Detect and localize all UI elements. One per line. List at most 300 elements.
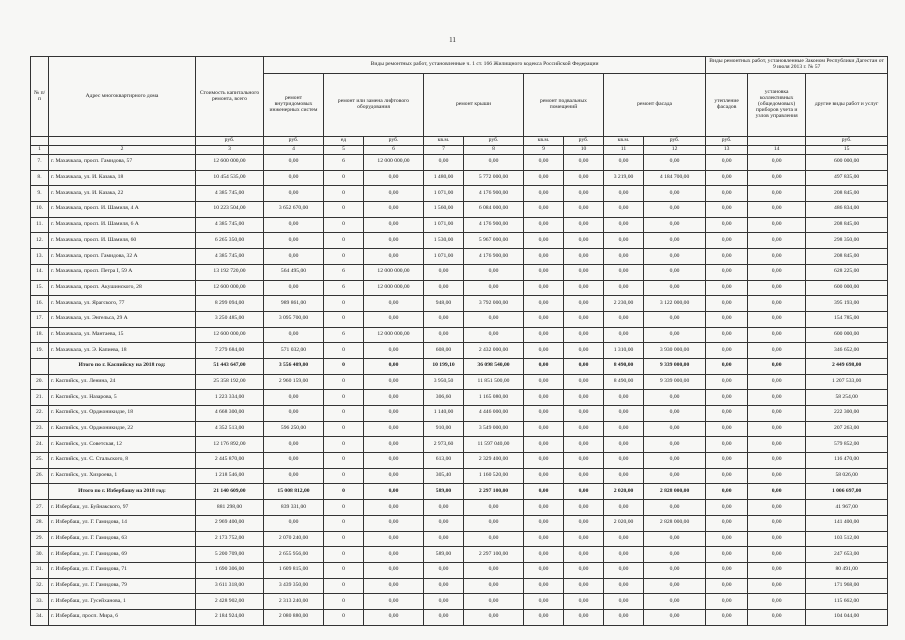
other-works-cost-cell: 141 400,00 xyxy=(806,515,888,531)
basement-cost-cell: 0,00 xyxy=(564,609,604,625)
roof-area-cell: 0,00 xyxy=(424,280,464,296)
meters-cost-cell: 0,00 xyxy=(748,249,806,265)
meters-cost-cell: 0,00 xyxy=(748,186,806,202)
roof-area-cell: 0,00 xyxy=(424,327,464,343)
basement-cost-cell: 0,00 xyxy=(564,578,604,594)
internal-systems-cost-cell: 0,00 xyxy=(264,217,324,233)
address-cell: г. Махачкала, просп. Гамидова, 57 xyxy=(49,155,196,171)
facade-area-cell: 0,00 xyxy=(604,327,644,343)
basement-area-cell: 0,00 xyxy=(524,327,564,343)
facade-cost-cell: 3 930 000,00 xyxy=(644,343,706,359)
row-number-cell: 9. xyxy=(31,186,49,202)
insulation-cost-cell: 0,00 xyxy=(706,296,748,312)
basement-area-cell: 0,00 xyxy=(524,264,564,280)
unit-cell: кв.м. xyxy=(604,137,644,146)
address-cell: г. Избербаш, просп. Мира, 6 xyxy=(49,609,196,625)
facade-area-cell: 0,00 xyxy=(604,500,644,516)
facade-area-cell: 0,00 xyxy=(604,453,644,469)
facade-area-cell: 0,00 xyxy=(604,531,644,547)
elevator-units-cell: 0 xyxy=(324,374,364,390)
roof-area-cell: 0,00 xyxy=(424,155,464,171)
internal-systems-cost-cell: 0,00 xyxy=(264,390,324,406)
internal-systems-cost-cell: 0,00 xyxy=(264,233,324,249)
facade-area-cell: 2 020,00 xyxy=(604,484,644,500)
other-works-cost-cell: 346 652,00 xyxy=(806,343,888,359)
facade-cost-cell: 0,00 xyxy=(644,327,706,343)
row-number-cell: 25. xyxy=(31,453,49,469)
total-cost-cell: 12 176 892,00 xyxy=(196,437,264,453)
other-works-cost-cell: 600 000,00 xyxy=(806,280,888,296)
elevator-cost-cell: 0,00 xyxy=(364,343,424,359)
address-cell: г. Махачкала, ул. И. Казака, 18 xyxy=(49,170,196,186)
internal-systems-cost-cell: 0,00 xyxy=(264,249,324,265)
elevator-units-cell: 0 xyxy=(324,343,364,359)
republic-works-group-header: Виды ремонтных работ, установленные Законом Республики Дагестан от 9 июля 2013 г. № 57 xyxy=(706,57,888,74)
elevator-units-cell: 6 xyxy=(324,264,364,280)
facade-area-cell: 0,00 xyxy=(604,609,644,625)
roof-cost-cell: 0,00 xyxy=(464,594,524,610)
basement-cost-cell: 0,00 xyxy=(564,155,604,171)
basement-area-cell: 0,00 xyxy=(524,217,564,233)
basement-cost-cell: 0,00 xyxy=(564,280,604,296)
unit-cell: руб. xyxy=(264,137,324,146)
repair-register-table xyxy=(30,56,888,626)
basement-area-cell: 0,00 xyxy=(524,390,564,406)
roof-cost-cell: 0,00 xyxy=(464,531,524,547)
elevator-units-cell: 0 xyxy=(324,453,364,469)
insulation-cost-cell: 0,00 xyxy=(706,217,748,233)
facade-cost-cell: 0,00 xyxy=(644,311,706,327)
facade-area-cell: 3 219,00 xyxy=(604,170,644,186)
unit-cell: кв.м. xyxy=(424,137,464,146)
address-cell: г. Махачкала, просп. И. Шамиля, 4 А xyxy=(49,202,196,218)
roof-cost-cell: 0,00 xyxy=(464,327,524,343)
roof-area-cell: 948,00 xyxy=(424,296,464,312)
meters-cost-cell: 0,00 xyxy=(748,217,806,233)
total-cost-cell: 2 428 902,00 xyxy=(196,594,264,610)
row-number-cell: 7. xyxy=(31,155,49,171)
table-row xyxy=(31,186,888,202)
elevator-units-cell: 0 xyxy=(324,562,364,578)
row-number-cell: 33. xyxy=(31,594,49,610)
elevator-units-cell: 0 xyxy=(324,484,364,500)
roof-area-cell: 306,60 xyxy=(424,390,464,406)
roof-area-cell: 0,00 xyxy=(424,609,464,625)
row-number-cell: 24. xyxy=(31,437,49,453)
row-number-cell: 26. xyxy=(31,468,49,484)
total-cost-cell: 10 454 535,00 xyxy=(196,170,264,186)
total-cost-cell: 4 385 745,00 xyxy=(196,217,264,233)
facade-area-cell: 8 490,00 xyxy=(604,358,644,374)
row-number-cell: 17. xyxy=(31,311,49,327)
elevator-units-cell: 0 xyxy=(324,358,364,374)
table-row xyxy=(31,437,888,453)
elevator-units-cell: 0 xyxy=(324,202,364,218)
other-works-cost-cell: 103 512,00 xyxy=(806,531,888,547)
column-number-cell: 8 xyxy=(464,146,524,155)
table-row xyxy=(31,500,888,516)
meters-cost-cell: 0,00 xyxy=(748,155,806,171)
address-cell: г. Избербаш, ул. Г. Гамидова, 69 xyxy=(49,547,196,563)
roof-area-cell: 1 530,00 xyxy=(424,233,464,249)
total-cost-cell: 2 173 752,00 xyxy=(196,531,264,547)
internal-systems-cost-cell: 839 331,00 xyxy=(264,500,324,516)
roof-area-cell: 589,00 xyxy=(424,547,464,563)
elevator-units-cell: 0 xyxy=(324,406,364,422)
basement-cost-cell: 0,00 xyxy=(564,358,604,374)
insulation-cost-cell: 0,00 xyxy=(706,421,748,437)
facade-area-cell: 0,00 xyxy=(604,547,644,563)
address-cell: г. Избербаш, ул. Гусейханова, 1 xyxy=(49,594,196,610)
basement-cost-cell: 0,00 xyxy=(564,264,604,280)
address-cell: г. Каспийск, ул. Назарова, 5 xyxy=(49,390,196,406)
facade-area-cell: 0,00 xyxy=(604,421,644,437)
roof-area-cell: 305,40 xyxy=(424,468,464,484)
basement-area-cell: 0,00 xyxy=(524,500,564,516)
other-works-cost-cell: 58 254,00 xyxy=(806,390,888,406)
facade-cost-cell: 0,00 xyxy=(644,531,706,547)
insulation-cost-cell: 0,00 xyxy=(706,609,748,625)
insulation-cost-cell: 0,00 xyxy=(706,170,748,186)
basement-area-cell: 0,00 xyxy=(524,468,564,484)
facade-cost-cell: 0,00 xyxy=(644,609,706,625)
facade-cost-cell: 0,00 xyxy=(644,202,706,218)
facade-area-cell: 0,00 xyxy=(604,594,644,610)
column-number-cell: 13 xyxy=(706,146,748,155)
roof-cost-cell: 4 446 000,00 xyxy=(464,406,524,422)
insulation-cost-cell: 0,00 xyxy=(706,531,748,547)
basement-cost-cell: 0,00 xyxy=(564,421,604,437)
roof-area-cell: 613,00 xyxy=(424,453,464,469)
federal-works-group-header: Виды ремонтных работ, установленные ч. 1 ст. 166 Жилищного кодекса Российской Федерации xyxy=(264,57,706,74)
insulation-cost-cell: 0,00 xyxy=(706,484,748,500)
elevator-cost-cell: 0,00 xyxy=(364,421,424,437)
total-cost-cell: 5 200 709,00 xyxy=(196,547,264,563)
basement-area-cell: 0,00 xyxy=(524,594,564,610)
col-roof-header: ремонт крыши xyxy=(424,74,524,137)
roof-area-cell: 608,00 xyxy=(424,343,464,359)
column-number-cell: 2 xyxy=(49,146,196,155)
basement-cost-cell: 0,00 xyxy=(564,437,604,453)
elevator-units-cell: 0 xyxy=(324,421,364,437)
elevator-units-cell: 0 xyxy=(324,170,364,186)
roof-cost-cell: 0,00 xyxy=(464,578,524,594)
meters-cost-cell: 0,00 xyxy=(748,484,806,500)
other-works-cost-cell: 80 491,00 xyxy=(806,562,888,578)
internal-systems-cost-cell: 0,00 xyxy=(264,170,324,186)
meters-cost-cell: 0,00 xyxy=(748,421,806,437)
elevator-cost-cell: 0,00 xyxy=(364,217,424,233)
roof-area-cell: 910,00 xyxy=(424,421,464,437)
table-row xyxy=(31,233,888,249)
roof-cost-cell: 4 176 900,00 xyxy=(464,249,524,265)
col-meters-header: установка коллективных (общедомовых) приборов учета и узлов управления xyxy=(748,74,806,137)
table-row xyxy=(31,578,888,594)
elevator-units-cell: 6 xyxy=(324,327,364,343)
column-number-cell: 7 xyxy=(424,146,464,155)
row-number-cell: 13. xyxy=(31,249,49,265)
meters-cost-cell: 0,00 xyxy=(748,280,806,296)
other-works-cost-cell: 222 300,00 xyxy=(806,406,888,422)
table-row xyxy=(31,343,888,359)
roof-cost-cell: 3 792 000,00 xyxy=(464,296,524,312)
table-row xyxy=(31,609,888,625)
roof-area-cell: 0,00 xyxy=(424,500,464,516)
roof-area-cell: 0,00 xyxy=(424,578,464,594)
elevator-cost-cell: 0,00 xyxy=(364,578,424,594)
internal-systems-cost-cell: 2 313 240,00 xyxy=(264,594,324,610)
elevator-cost-cell: 0,00 xyxy=(364,531,424,547)
elevator-cost-cell: 12 000 000,00 xyxy=(364,280,424,296)
column-number-cell: 9 xyxy=(524,146,564,155)
row-number-cell: 28. xyxy=(31,515,49,531)
row-number-cell: 12. xyxy=(31,233,49,249)
facade-cost-cell: 0,00 xyxy=(644,217,706,233)
roof-area-cell: 10 199,10 xyxy=(424,358,464,374)
table-row xyxy=(31,390,888,406)
unit-cell: кв.м. xyxy=(524,137,564,146)
table-row xyxy=(31,217,888,233)
roof-cost-cell: 1 165 080,00 xyxy=(464,390,524,406)
roof-area-cell: 0,00 xyxy=(424,562,464,578)
meters-cost-cell: 0,00 xyxy=(748,327,806,343)
total-cost-cell: 13 192 720,00 xyxy=(196,264,264,280)
row-number-cell: 19. xyxy=(31,343,49,359)
basement-cost-cell: 0,00 xyxy=(564,406,604,422)
total-cost-cell: 7 279 684,00 xyxy=(196,343,264,359)
basement-area-cell: 0,00 xyxy=(524,249,564,265)
column-number-cell: 5 xyxy=(324,146,364,155)
other-works-cost-cell: 208 845,00 xyxy=(806,217,888,233)
internal-systems-cost-cell: 0,00 xyxy=(264,453,324,469)
roof-cost-cell: 2 297 100,00 xyxy=(464,547,524,563)
table-row xyxy=(31,202,888,218)
basement-cost-cell: 0,00 xyxy=(564,374,604,390)
total-cost-cell: 4 385 745,00 xyxy=(196,186,264,202)
row-number-cell: 14. xyxy=(31,264,49,280)
meters-cost-cell: 0,00 xyxy=(748,531,806,547)
basement-cost-cell: 0,00 xyxy=(564,500,604,516)
other-works-cost-cell: 298 350,00 xyxy=(806,233,888,249)
elevator-cost-cell: 0,00 xyxy=(364,311,424,327)
address-cell: г. Махачкала, просп. И. Шамиля, 60 xyxy=(49,233,196,249)
table-row xyxy=(31,170,888,186)
meters-cost-cell: 0,00 xyxy=(748,406,806,422)
basement-cost-cell: 0,00 xyxy=(564,249,604,265)
insulation-cost-cell: 0,00 xyxy=(706,453,748,469)
insulation-cost-cell: 0,00 xyxy=(706,327,748,343)
facade-area-cell: 0,00 xyxy=(604,562,644,578)
table-row xyxy=(31,327,888,343)
other-works-cost-cell: 628 225,00 xyxy=(806,264,888,280)
facade-cost-cell: 9 339 000,00 xyxy=(644,358,706,374)
elevator-units-cell: 0 xyxy=(324,609,364,625)
elevator-cost-cell: 12 000 000,00 xyxy=(364,327,424,343)
other-works-cost-cell: 115 662,00 xyxy=(806,594,888,610)
total-cost-cell: 12 600 000,00 xyxy=(196,155,264,171)
facade-cost-cell: 0,00 xyxy=(644,390,706,406)
basement-cost-cell: 0,00 xyxy=(564,547,604,563)
roof-cost-cell: 5 967 000,00 xyxy=(464,233,524,249)
row-number-cell: 32. xyxy=(31,578,49,594)
internal-systems-cost-cell: 2 655 956,00 xyxy=(264,547,324,563)
address-cell: г. Махачкала, просп. И. Шамиля, 6 А xyxy=(49,217,196,233)
total-cost-cell: 4 668 300,00 xyxy=(196,406,264,422)
elevator-units-cell: 0 xyxy=(324,186,364,202)
subtotal-row xyxy=(31,358,888,374)
elevator-cost-cell: 0,00 xyxy=(364,594,424,610)
elevator-cost-cell: 0,00 xyxy=(364,468,424,484)
roof-cost-cell: 0,00 xyxy=(464,515,524,531)
elevator-units-cell: 0 xyxy=(324,578,364,594)
row-number-cell: 31. xyxy=(31,562,49,578)
roof-area-cell: 0,00 xyxy=(424,311,464,327)
roof-cost-cell: 2 432 000,00 xyxy=(464,343,524,359)
insulation-cost-cell: 0,00 xyxy=(706,578,748,594)
internal-systems-cost-cell: 15 008 812,00 xyxy=(264,484,324,500)
internal-systems-cost-cell: 3 556 409,00 xyxy=(264,358,324,374)
basement-area-cell: 0,00 xyxy=(524,562,564,578)
total-cost-cell: 25 358 192,00 xyxy=(196,374,264,390)
elevator-cost-cell: 12 000 000,00 xyxy=(364,264,424,280)
roof-cost-cell: 2 297 100,00 xyxy=(464,484,524,500)
unit-cell: руб. xyxy=(364,137,424,146)
basement-area-cell: 0,00 xyxy=(524,202,564,218)
insulation-cost-cell: 0,00 xyxy=(706,500,748,516)
address-cell: г. Избербаш, ул. Г. Гамидова, 63 xyxy=(49,531,196,547)
facade-cost-cell: 0,00 xyxy=(644,547,706,563)
page-number: 11 xyxy=(449,36,456,44)
total-cost-cell: 1 223 334,00 xyxy=(196,390,264,406)
address-cell: г. Избербаш, ул. Г. Гамидова, 14 xyxy=(49,515,196,531)
internal-systems-cost-cell: 3 095 700,00 xyxy=(264,311,324,327)
elevator-cost-cell: 0,00 xyxy=(364,249,424,265)
internal-systems-cost-cell: 0,00 xyxy=(264,406,324,422)
facade-cost-cell: 0,00 xyxy=(644,437,706,453)
table-header xyxy=(31,57,888,155)
roof-cost-cell: 6 084 000,00 xyxy=(464,202,524,218)
meters-cost-cell: 0,00 xyxy=(748,264,806,280)
internal-systems-cost-cell: 0,00 xyxy=(264,515,324,531)
meters-cost-cell: 0,00 xyxy=(748,358,806,374)
unit-cell xyxy=(49,137,196,146)
elevator-units-cell: 0 xyxy=(324,217,364,233)
basement-area-cell: 0,00 xyxy=(524,421,564,437)
total-cost-cell: 2 969 400,00 xyxy=(196,515,264,531)
elevator-cost-cell: 0,00 xyxy=(364,374,424,390)
elevator-units-cell: 6 xyxy=(324,155,364,171)
elevator-cost-cell: 0,00 xyxy=(364,515,424,531)
facade-area-cell: 1 310,00 xyxy=(604,343,644,359)
address-cell: г. Каспийск, ул. Советская, 12 xyxy=(49,437,196,453)
elevator-cost-cell: 0,00 xyxy=(364,170,424,186)
other-works-cost-cell: 600 000,00 xyxy=(806,327,888,343)
table-row xyxy=(31,155,888,171)
facade-area-cell: 2 020,00 xyxy=(604,515,644,531)
roof-area-cell: 3 950,50 xyxy=(424,374,464,390)
elevator-units-cell: 0 xyxy=(324,296,364,312)
row-number-cell: 29. xyxy=(31,531,49,547)
insulation-cost-cell: 0,00 xyxy=(706,280,748,296)
facade-area-cell: 0,00 xyxy=(604,406,644,422)
column-number-cell: 12 xyxy=(644,146,706,155)
insulation-cost-cell: 0,00 xyxy=(706,358,748,374)
total-cost-cell: 21 140 609,00 xyxy=(196,484,264,500)
unit-cell xyxy=(31,137,49,146)
total-cost-cell: 3 250 485,00 xyxy=(196,311,264,327)
row-number-cell: 21. xyxy=(31,390,49,406)
row-number-cell: 23. xyxy=(31,421,49,437)
col-other-works-header: другие виды работ и услуг xyxy=(806,74,888,137)
internal-systems-cost-cell: 2 960 159,00 xyxy=(264,374,324,390)
roof-cost-cell: 0,00 xyxy=(464,155,524,171)
address-cell: г. Каспийск, ул. Орджоникидзе, 18 xyxy=(49,406,196,422)
basement-area-cell: 0,00 xyxy=(524,358,564,374)
internal-systems-cost-cell: 989 861,00 xyxy=(264,296,324,312)
roof-area-cell: 1 140,00 xyxy=(424,406,464,422)
table-row xyxy=(31,249,888,265)
roof-cost-cell: 36 098 540,00 xyxy=(464,358,524,374)
column-number-cell: 11 xyxy=(604,146,644,155)
col-number-header: № п/п xyxy=(31,57,49,137)
roof-area-cell: 0,00 xyxy=(424,264,464,280)
other-works-cost-cell: 600 000,00 xyxy=(806,155,888,171)
other-works-cost-cell: 395 193,00 xyxy=(806,296,888,312)
insulation-cost-cell: 0,00 xyxy=(706,547,748,563)
elevator-units-cell: 0 xyxy=(324,311,364,327)
insulation-cost-cell: 0,00 xyxy=(706,186,748,202)
table-row xyxy=(31,296,888,312)
facade-cost-cell: 0,00 xyxy=(644,453,706,469)
insulation-cost-cell: 0,00 xyxy=(706,202,748,218)
unit-cell: руб. xyxy=(806,137,888,146)
elevator-cost-cell: 0,00 xyxy=(364,437,424,453)
meters-cost-cell: 0,00 xyxy=(748,202,806,218)
row-number-cell xyxy=(31,484,49,500)
facade-cost-cell: 3 122 000,00 xyxy=(644,296,706,312)
table-row xyxy=(31,547,888,563)
row-number-cell: 18. xyxy=(31,327,49,343)
roof-cost-cell: 3 549 000,00 xyxy=(464,421,524,437)
table-row xyxy=(31,311,888,327)
elevator-units-cell: 0 xyxy=(324,515,364,531)
elevator-cost-cell: 0,00 xyxy=(364,453,424,469)
col-basement-header: ремонт подвальных помещений xyxy=(524,74,604,137)
elevator-units-cell: 0 xyxy=(324,249,364,265)
address-cell: г. Каспийск, ул. С. Стальского, 8 xyxy=(49,453,196,469)
elevator-cost-cell: 0,00 xyxy=(364,202,424,218)
elevator-units-cell: 0 xyxy=(324,531,364,547)
column-number-cell: 3 xyxy=(196,146,264,155)
elevator-units-cell: 0 xyxy=(324,547,364,563)
internal-systems-cost-cell: 564 495,00 xyxy=(264,264,324,280)
other-works-cost-cell: 41 967,00 xyxy=(806,500,888,516)
total-cost-cell: 10 223 504,00 xyxy=(196,202,264,218)
elevator-cost-cell: 0,00 xyxy=(364,547,424,563)
table-row xyxy=(31,562,888,578)
address-cell: г. Махачкала, просп. Гамидова, 32 А xyxy=(49,249,196,265)
table-row xyxy=(31,374,888,390)
total-cost-cell: 1 690 306,00 xyxy=(196,562,264,578)
basement-area-cell: 0,00 xyxy=(524,531,564,547)
basement-cost-cell: 0,00 xyxy=(564,390,604,406)
row-number-cell: 30. xyxy=(31,547,49,563)
facade-cost-cell: 4 184 700,00 xyxy=(644,170,706,186)
other-works-cost-cell: 116 470,00 xyxy=(806,453,888,469)
facade-area-cell: 0,00 xyxy=(604,311,644,327)
meters-cost-cell: 0,00 xyxy=(748,609,806,625)
insulation-cost-cell: 0,00 xyxy=(706,311,748,327)
